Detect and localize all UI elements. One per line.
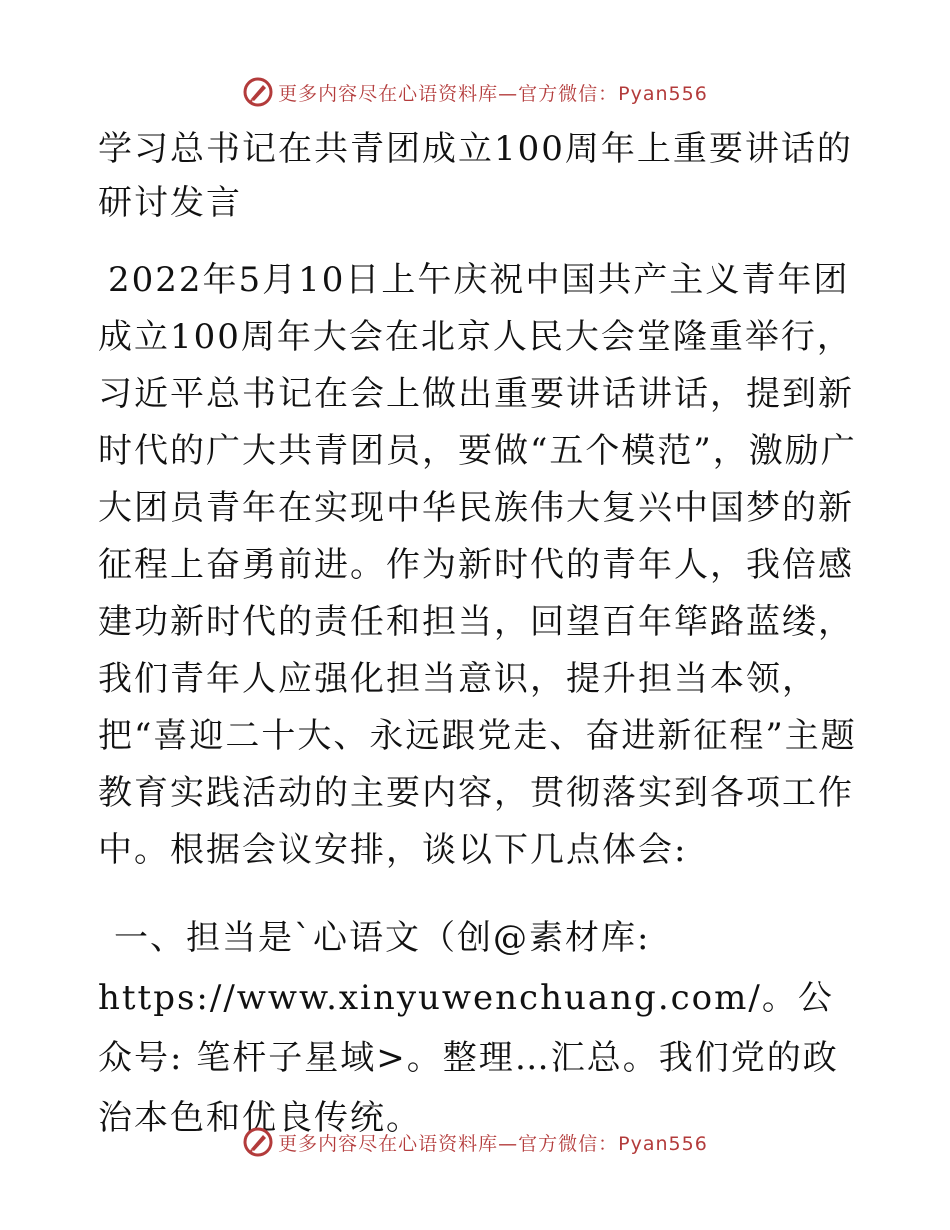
pen-circle-logo-icon — [242, 76, 274, 108]
header-watermark — [0, 72, 950, 112]
pen-circle-logo-icon — [242, 1126, 274, 1158]
footer-watermark — [0, 1122, 950, 1162]
document-title: 学习总书记在共青团成立100周年上重要讲话的研讨发言 — [98, 129, 853, 223]
body-paragraph-2: 一、担当是`心语文（创@素材库: https://www.xinyuwenchuang.com/。公众号: 笔杆子星域>。整理…汇总。我们党的政治本色和优良传统。 — [98, 918, 839, 1138]
body-paragraph-1: 2022年5月10日上午庆祝中国共产主义青年团成立100周年大会在北京人民大会堂隆重举行，习近平总书记在会上做出重要讲话讲话，提到新时代的广大共青团员，要做“五个模范”，激励广大团员青年在实现中华民族伟大复兴中国梦的新征程上奋勇前进。作为新时代的青年人，我倍感建功新时代的责任和担当，回望百年筚路蓝缕，我们青年人应强化担当意识，提升担当本领，把“喜迎二十大、永远跟党走、奋进新征程”主题教育实践活动的主要内容，贯彻落实到各项工作中。根据会议安排，谈以下几点体会: — [98, 260, 857, 870]
header-watermark-text: 更多内容尽在心语资料库—官方微信：Pyan556 — [278, 82, 708, 105]
footer-watermark-text: 更多内容尽在心语资料库—官方微信：Pyan556 — [278, 1132, 708, 1155]
wechat-id: Pyan556 — [618, 1132, 708, 1155]
wechat-id: Pyan556 — [618, 82, 708, 105]
